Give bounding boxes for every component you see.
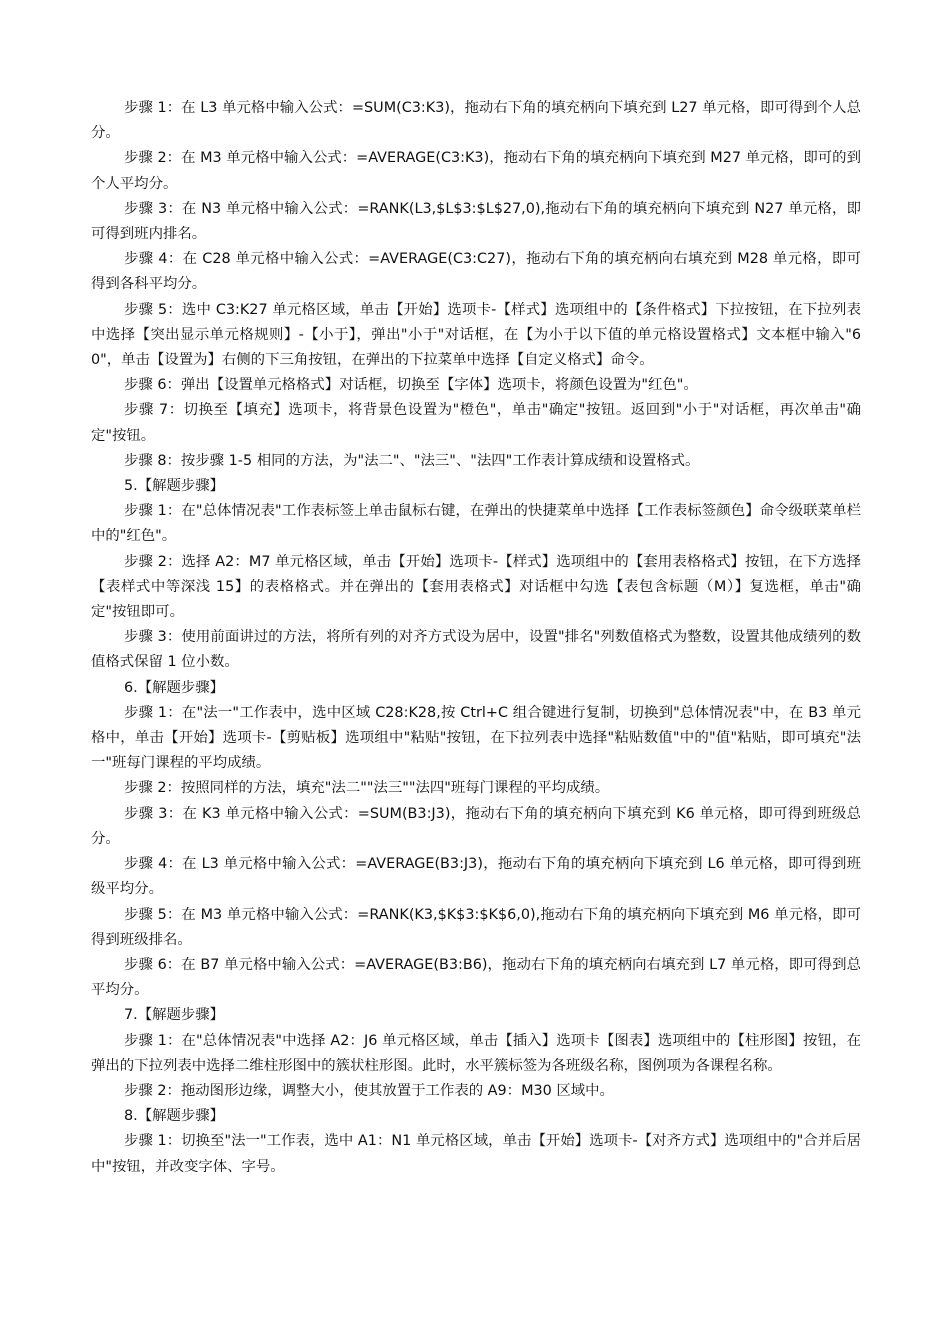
paragraph-step: 步骤 3：在 K3 单元格中输入公式：=SUM(B3:J3)，拖动右下角的填充柄向下填充到 K6 单元格，即可得到班级总分。 — [91, 805, 861, 847]
paragraph-step: 步骤 8：按步骤 1-5 相同的方法，为"法二"、"法三"、"法四"工作表计算成绩和设置格式。 — [124, 452, 700, 469]
paragraph-step: 步骤 2：拖动图形边缘，调整大小，使其放置于工作表的 A9：M30 区域中。 — [124, 1082, 614, 1099]
section-heading: 5.【解题步骤】 — [124, 478, 225, 495]
paragraph-step: 步骤 4：在 L3 单元格中输入公式：=AVERAGE(B3:J3)，拖动右下角的填充柄向下填充到 L6 单元格，即可得到班级平均分。 — [91, 856, 861, 898]
paragraph-step: 步骤 1：切换至"法一"工作表，选中 A1：N1 单元格区域，单击【开始】选项卡-【对齐方式】选项组中的"合并后居中"按钮，并改变字体、字号。 — [91, 1133, 861, 1175]
paragraph-step: 步骤 1：在 L3 单元格中输入公式：=SUM(C3:K3)，拖动右下角的填充柄向下填充到 L27 单元格，即可得到个人总分。 — [91, 100, 861, 142]
paragraph-step: 步骤 3：在 N3 单元格中输入公式：=RANK(L3,$L$3:$L$27,0),拖动右下角的填充柄向下填充到 N27 单元格，即可得到班内排名。 — [91, 200, 861, 243]
paragraph-step: 步骤 2：选择 A2：M7 单元格区域，单击【开始】选项卡-【样式】选项组中的【套用表格格式】按钮，在下方选择【表样式中等深浅 15】的表格格式。并在弹出的【套用表格式】对话框中勾选【表包含标题（M）】复选框，单击"确定"按钮即可。 — [91, 553, 861, 621]
document-page — [91, 96, 861, 1180]
section-heading: 7.【解题步骤】 — [124, 1007, 225, 1024]
paragraph-step: 步骤 1：在"总体情况表"中选择 A2：J6 单元格区域，单击【插入】选项卡【图表】选项组中的【柱形图】按钮，在弹出的下拉列表中选择二维柱形图中的簇状柱形图。此时，水平簇标签为各班级名称，图例项为各课程名称。 — [91, 1032, 861, 1074]
paragraph-step: 步骤 5：在 M3 单元格中输入公式：=RANK(K3,$K$3:$K$6,0),拖动右下角的填充柄向下填充到 M6 单元格，即可得到班级排名。 — [91, 906, 861, 948]
paragraph-step: 步骤 1：在"总体情况表"工作表标签上单击鼠标右键，在弹出的快捷菜单中选择【工作表标签颜色】命令级联菜单栏中的"红色"。 — [91, 503, 861, 545]
section-heading: 8.【解题步骤】 — [124, 1108, 225, 1125]
paragraph-step: 步骤 4：在 C28 单元格中输入公式：=AVERAGE(C3:C27)，拖动右下角的填充柄向右填充到 M28 单元格，即可得到各科平均分。 — [91, 251, 861, 293]
section-heading: 6.【解题步骤】 — [124, 679, 225, 696]
paragraph-step: 步骤 1：在"法一"工作表中，选中区域 C28:K28,按 Ctrl+C 组合键进行复制，切换到"总体情况表"中，在 B3 单元格中，单击【开始】选项卡-【剪贴板】选项组中"粘贴"按钮，在下拉列表中选择"粘贴数值"中的"值"粘贴，即可填充"法一"班每门课程的平均成绩。 — [91, 704, 861, 772]
paragraph-step: 步骤 7：切换至【填充】选项卡，将背景色设置为"橙色"，单击"确定"按钮。返回到"小于"对话框，再次单击"确定"按钮。 — [91, 402, 861, 444]
paragraph-step: 步骤 3：使用前面讲过的方法，将所有列的对齐方式设为居中，设置"排名"列数值格式为整数，设置其他成绩列的数值格式保留 1 位小数。 — [91, 629, 861, 671]
paragraph-step: 步骤 6：在 B7 单元格中输入公式：=AVERAGE(B3:B6)，拖动右下角的填充柄向右填充到 L7 单元格，即可得到总平均分。 — [91, 956, 861, 999]
paragraph-step: 步骤 6：弹出【设置单元格格式】对话框，切换至【字体】选项卡，将颜色设置为"红色"。 — [124, 377, 698, 394]
paragraph-step: 步骤 5：选中 C3:K27 单元格区域，单击【开始】选项卡-【样式】选项组中的【条件格式】下拉按钮，在下拉列表中选择【突出显示单元格规则】-【小于】，弹出"小于"对话框，在【为小于以下值的单元格设置格式】文本框中输入"60"，单击【设置为】右侧的下三角按钮，在弹出的下拉菜单中选择【自定义格式】命令。 — [91, 301, 861, 369]
paragraph-step: 步骤 2：按照同样的方法，填充"法二""法三""法四"班每门课程的平均成绩。 — [124, 780, 610, 797]
paragraph-step: 步骤 2：在 M3 单元格中输入公式：=AVERAGE(C3:K3)，拖动右下角的填充柄向下填充到 M27 单元格，即可的到个人平均分。 — [91, 150, 861, 192]
